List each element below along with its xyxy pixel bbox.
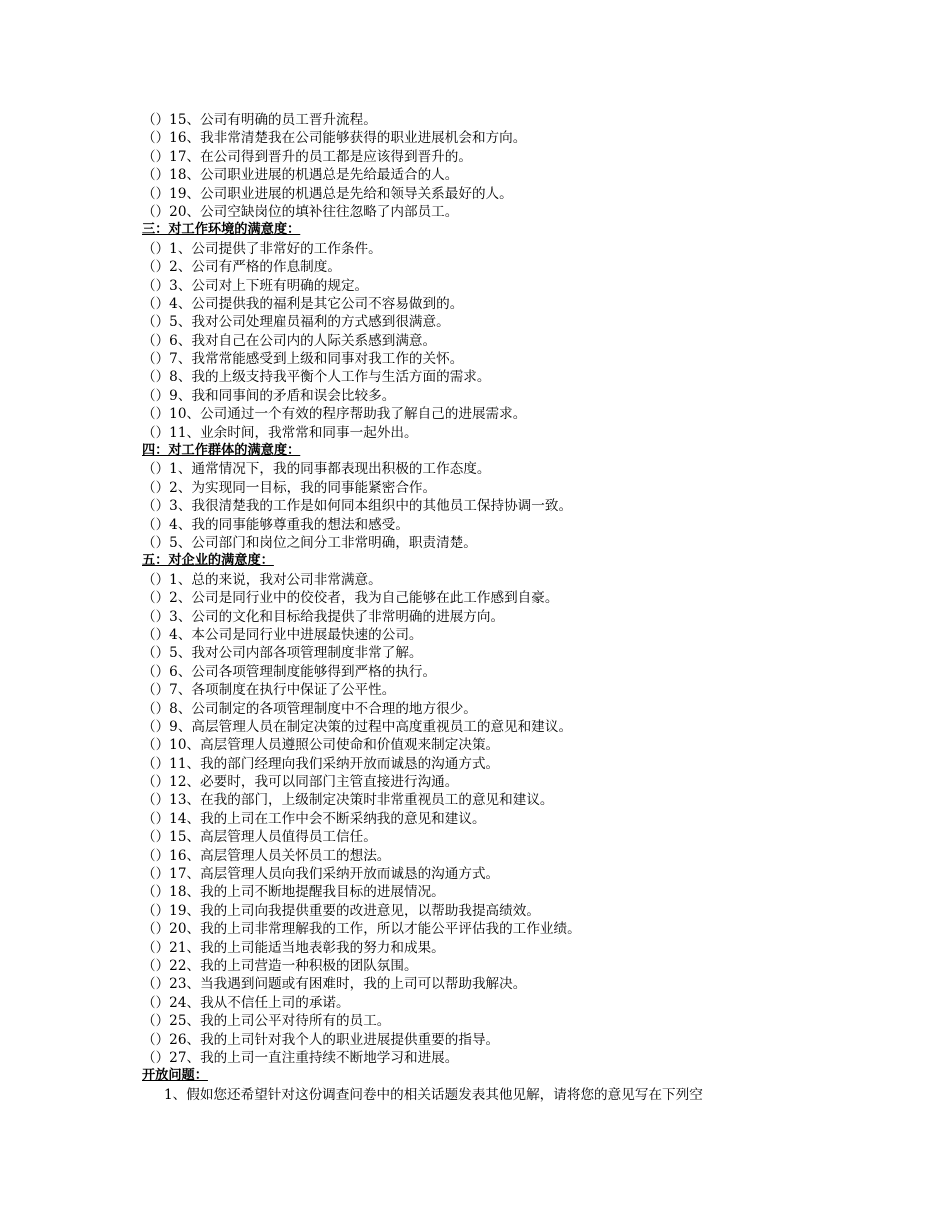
question-item: （）6、公司各项管理制度能够得到严格的执行。 — [142, 663, 437, 680]
question-item: （）12、必要时，我可以同部门主管直接进行沟通。 — [142, 774, 459, 791]
question-item: （）3、我很清楚我的工作是如何同本组织中的其他员工保持协调一致。 — [142, 498, 573, 515]
question-item: （）16、高层管理人员关怀员工的想法。 — [142, 847, 391, 864]
question-item: （）20、我的上司非常理解我的工作，所以才能公平评估我的工作业绩。 — [142, 921, 581, 938]
question-item: （）4、我的同事能够尊重我的想法和感受。 — [142, 516, 409, 533]
question-item: （）6、我对自己在公司内的人际关系感到满意。 — [142, 332, 437, 349]
question-item: （）26、我的上司针对我个人的职业进展提供重要的指导。 — [142, 1031, 500, 1048]
question-item: （）3、公司对上下班有明确的规定。 — [142, 277, 369, 294]
question-item: （）7、各项制度在执行中保证了公平性。 — [142, 682, 396, 699]
question-item: （）5、我对公司处理雇员福利的方式感到很满意。 — [142, 314, 450, 331]
question-item: （）5、公司部门和岗位之间分工非常明确，职责清楚。 — [142, 534, 477, 551]
question-item: （）9、高层管理人员在制定决策的过程中高度重视员工的意见和建议。 — [142, 718, 573, 735]
document-page — [142, 111, 842, 1104]
question-item: （）15、公司有明确的员工晋升流程。 — [142, 112, 377, 128]
section-heading: 五：对企业的满意度： — [142, 553, 274, 569]
question-item: （）17、在公司得到晋升的员工都是应该得到晋升的。 — [142, 148, 472, 165]
question-item: （）1、公司提供了非常好的工作条件。 — [142, 240, 382, 257]
question-item: （）19、我的上司向我提供重要的改进意见，以帮助我提高绩效。 — [142, 902, 540, 919]
question-item: （）20、公司空缺岗位的填补往往忽略了内部员工。 — [142, 203, 459, 220]
question-item: （）10、公司通过一个有效的程序帮助我了解自己的进展需求。 — [142, 406, 527, 423]
question-item: （）3、公司的文化和目标给我提供了非常明确的进展方向。 — [142, 608, 505, 625]
question-item: （）27、我的上司一直注重持续不断地学习和进展。 — [142, 1049, 459, 1066]
question-item: （）22、我的上司营造一种积极的团队氛围。 — [142, 957, 418, 974]
question-item: （）19、公司职业进展的机遇总是先给和领导关系最好的人。 — [142, 185, 513, 202]
question-item: （）8、公司制定的各项管理制度中不合理的地方很少。 — [142, 700, 477, 717]
question-item: （）15、高层管理人员值得员工信任。 — [142, 829, 377, 846]
question-item: （）7、我常常能感受到上级和同事对我工作的关怀。 — [142, 351, 464, 368]
question-item: （）4、公司提供我的福利是其它公司不容易做到的。 — [142, 295, 464, 312]
question-item: （）1、总的来说，我对公司非常满意。 — [142, 571, 382, 588]
question-item: （）25、我的上司公平对待所有的员工。 — [142, 1013, 391, 1030]
question-item: （）23、当我遇到问题或有困难时，我的上司可以帮助我解决。 — [142, 976, 527, 993]
question-item: （）21、我的上司能适当地表彰我的努力和成果。 — [142, 939, 445, 956]
open-question-item: 1、假如您还希望针对这份调查问卷中的相关话题发表其他见解，请将您的意见写在下列空 — [164, 1086, 703, 1103]
question-item: （）4、本公司是同行业中进展最快速的公司。 — [142, 626, 423, 643]
question-item: （）5、我对公司内部各项管理制度非常了解。 — [142, 645, 423, 662]
section-heading: 三：对工作环境的满意度： — [142, 222, 301, 238]
question-item: （）13、在我的部门，上级制定决策时非常重视员工的意见和建议。 — [142, 792, 554, 809]
question-item: （）17、高层管理人员向我们采纳开放而诚恳的沟通方式。 — [142, 866, 500, 883]
question-item: （）24、我从不信任上司的承诺。 — [142, 994, 350, 1011]
question-item: （）11、业余时间，我常常和同事一起外出。 — [142, 424, 418, 441]
question-item: （）1、通常情况下，我的同事都表现出积极的工作态度。 — [142, 461, 491, 478]
question-item: （）9、我和同事间的矛盾和误会比较多。 — [142, 387, 396, 404]
section-heading: 开放问题： — [142, 1068, 208, 1084]
section-heading: 四：对工作群体的满意度： — [142, 443, 301, 459]
question-item: （）16、我非常清楚我在公司能够获得的职业进展机会和方向。 — [142, 130, 527, 147]
question-item: （）14、我的上司在工作中会不断采纳我的意见和建议。 — [142, 810, 486, 827]
question-item: （）8、我的上级支持我平衡个人工作与生活方面的需求。 — [142, 369, 491, 386]
question-item: （）2、为实现同一目标，我的同事能紧密合作。 — [142, 479, 437, 496]
question-item: （）2、公司是同行业中的佼佼者，我为自己能够在此工作感到自豪。 — [142, 590, 559, 607]
question-item: （）11、我的部门经理向我们采纳开放而诚恳的沟通方式。 — [142, 755, 500, 772]
question-item: （）18、我的上司不断地提醒我目标的进展情况。 — [142, 884, 445, 901]
question-item: （）10、高层管理人员遵照公司使命和价值观来制定决策。 — [142, 737, 500, 754]
question-item: （）18、公司职业进展的机遇总是先给最适合的人。 — [142, 167, 459, 184]
question-item: （）2、公司有严格的作息制度。 — [142, 259, 341, 276]
